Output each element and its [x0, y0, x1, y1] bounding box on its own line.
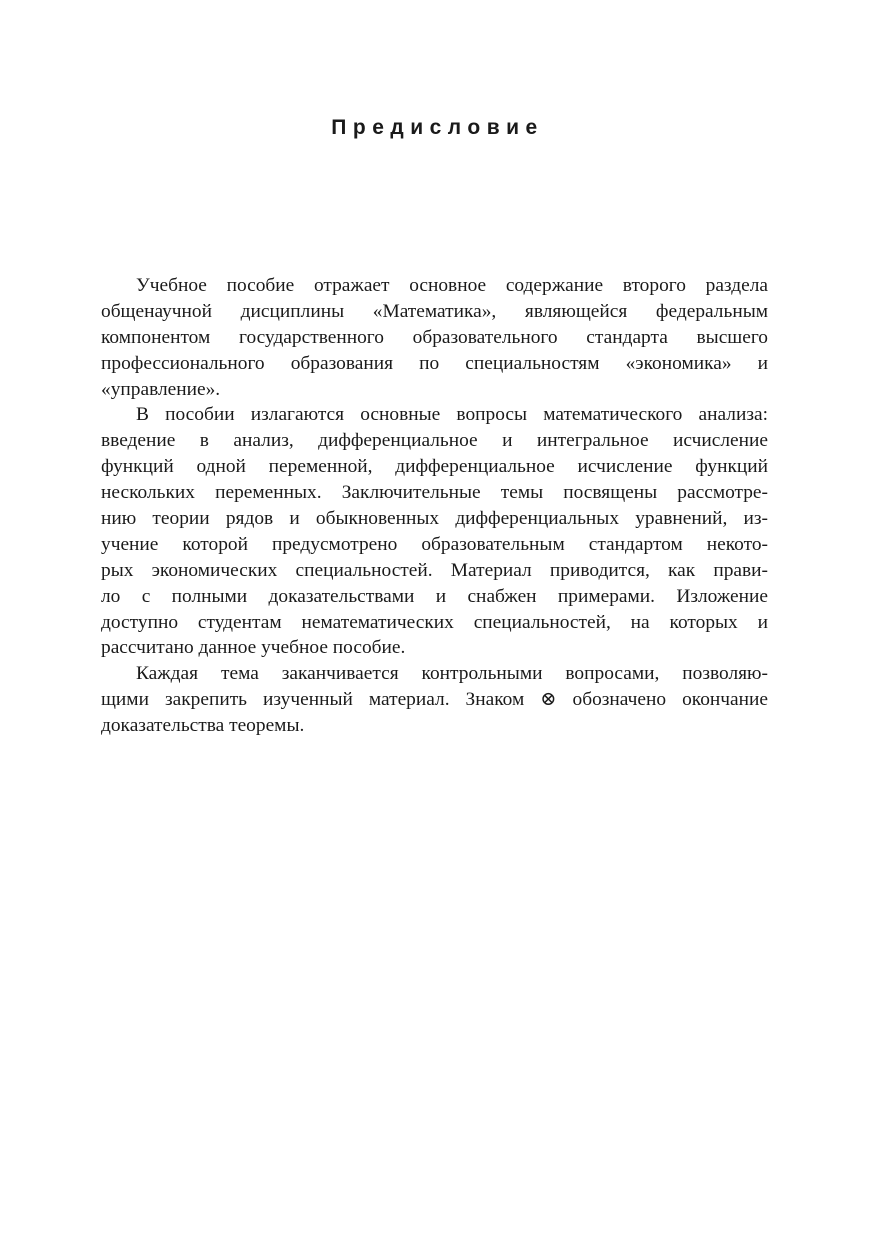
text-line: доступно студентам нематематических специальностей, на которых и	[101, 611, 768, 633]
text-line: компонентом государственного образовательного стандарта высшего	[101, 326, 768, 348]
preface-body	[101, 273, 768, 739]
text-line: Каждая тема заканчивается контрольными вопросами, позволяю-	[136, 663, 768, 685]
text-line: «управление».	[101, 378, 221, 400]
text-line: рассчитано данное учебное пособие.	[101, 637, 406, 659]
paragraph-1	[101, 273, 768, 402]
paragraph-3	[101, 661, 768, 739]
text-line: функций одной переменной, дифференциальное исчисление функций	[101, 456, 768, 478]
text-line: нескольких переменных. Заключительные темы посвящены рассмотре-	[101, 482, 768, 504]
text-line: ло с полными доказательствами и снабжен примерами. Изложение	[101, 585, 768, 607]
paragraph-2	[101, 402, 768, 661]
text-line: введение в анализ, дифференциальное и интегральное исчисление	[101, 430, 768, 452]
text-line: общенаучной дисциплины «Математика», являющейся федеральным	[101, 300, 768, 322]
text-line: рых экономических специальностей. Материал приводится, как прави-	[101, 559, 768, 581]
text-line: В пособии излагаются основные вопросы математического анализа:	[136, 404, 768, 426]
text-line: Учебное пособие отражает основное содержание второго раздела	[136, 275, 768, 296]
page-title: Предисловие	[331, 116, 544, 139]
text-line: нию теории рядов и обыкновенных дифференциальных уравнений, из-	[101, 508, 768, 530]
text-line: профессионального образования по специальностям «экономика» и	[101, 352, 768, 374]
text-line: учение которой предусмотрено образовательным стандартом некото-	[101, 533, 768, 555]
text-line: щими закрепить изученный материал. Знаком ⊗ обозначено окончание	[101, 689, 768, 711]
text-line: доказательства теоремы.	[101, 715, 305, 737]
